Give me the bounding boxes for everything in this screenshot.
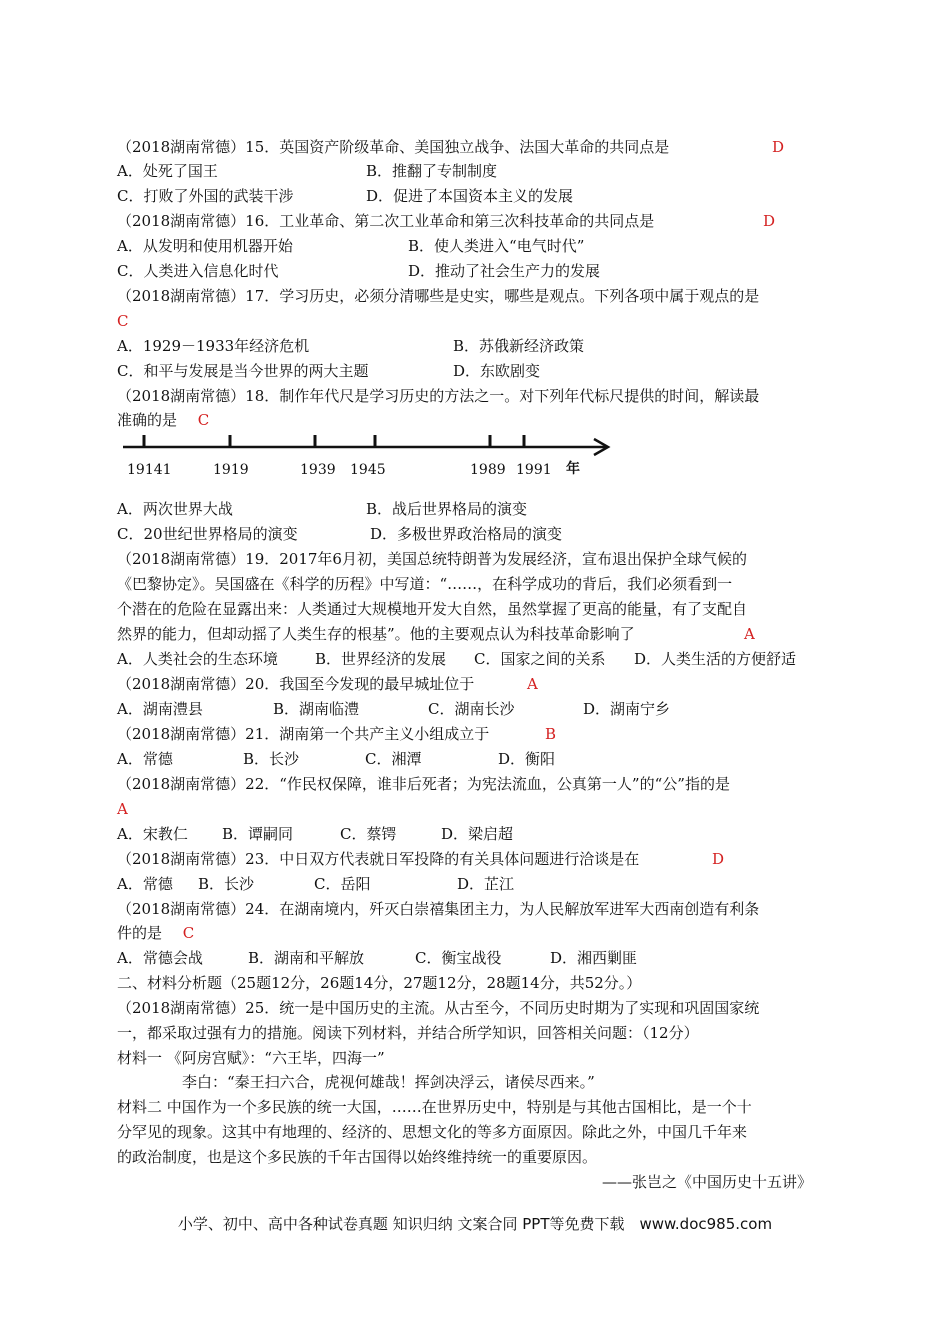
option-b: B．使人类进入“电气时代” [408, 237, 585, 255]
material-2-source: ——张岂之《中国历史十五讲》 [601, 1173, 812, 1191]
option-c: C．20世纪世界格局的演变 [117, 525, 298, 543]
question-stem-text: （2018湖南常德）16．工业革命、第二次工业革命和第三次科技革命的共同点是 [117, 212, 655, 230]
option-d: D．东欧剧变 [453, 362, 541, 380]
option-b: B．推翻了专制制度 [366, 162, 498, 180]
question-stem-text: （2018湖南常德）21．湖南第一个共产主义小组成立于 [117, 725, 490, 743]
question-16-stem [117, 211, 654, 231]
option-c: C．人类进入信息化时代 [117, 262, 279, 280]
option-b: B．世界经济的发展 [315, 650, 447, 668]
section-2-heading: 二、材料分析题（25题12分，26题14分，27题12分，28题14分，共52分。） [117, 974, 642, 992]
question-22-stem [117, 774, 730, 794]
option-d: D．多极世界政治格局的演变 [370, 525, 563, 543]
option-b: B．苏俄新经济政策 [453, 337, 585, 355]
option-a: A．宋教仁 [117, 825, 188, 843]
question-25-stem-line-1: （2018湖南常德）25．统一是中国历史的主流。从古至今，不同历史时期为了实现和巩固国家统 [117, 999, 760, 1017]
timeline-ruler [118, 432, 618, 458]
question-21-stem [117, 724, 489, 744]
option-a: A．两次世界大战 [117, 500, 233, 518]
option-a: A．人类社会的生态环境 [117, 650, 278, 668]
question-21-answer: B [545, 725, 557, 743]
question-stem-text: 件的是 [117, 924, 163, 942]
question-19-stem-line-2: 《巴黎协定》。吴国盛在《科学的历程》中写道：“……，在科学成功的背后，我们必须看到一 [117, 575, 733, 593]
timeline-label: 1945 [350, 462, 386, 478]
timeline-label: 1939 [300, 462, 336, 478]
option-b: B．长沙 [198, 875, 255, 893]
option-c: C．打败了外国的武装干涉 [117, 187, 294, 205]
question-19-answer: A [744, 625, 755, 643]
timeline-label: 1919 [213, 462, 249, 478]
timeline-label: 1989 [470, 462, 506, 478]
option-a: A．从发明和使用机器开始 [117, 237, 293, 255]
question-16-answer: D [763, 212, 776, 230]
question-17-answer: C [117, 312, 129, 330]
question-stem-text: （2018湖南常德）23．中日双方代表就日军投降的有关具体问题进行洽谈是在 [117, 850, 640, 868]
option-c: C．湘潭 [365, 750, 422, 768]
question-24-answer: C [182, 924, 195, 942]
material-2-line-1: 材料二 中国作为一个多民族的统一大国，……在世界历史中，特别是与其他古国相比，是一个十 [117, 1098, 752, 1116]
question-18-answer: C [197, 411, 210, 429]
question-19-stem-line-1: （2018湖南常德）19．2017年6月初，美国总统特朗普为发展经济，宣布退出保护全球气候的 [117, 550, 747, 568]
option-d: D．湘西剿匪 [550, 949, 638, 967]
option-d: D．推动了社会生产力的发展 [408, 262, 601, 280]
question-25-stem-line-2: 一，都采取过强有力的措施。阅读下列材料，并结合所学知识，回答相关问题：（12分） [117, 1024, 699, 1042]
option-b: B．湖南和平解放 [248, 949, 365, 967]
timeline-label: 1991 [516, 462, 552, 478]
question-24-stem-line-2 [117, 923, 194, 943]
option-d: D．梁启超 [441, 825, 514, 843]
option-c: C．国家之间的关系 [474, 650, 606, 668]
option-b: B．湖南临澧 [273, 700, 360, 718]
option-a: A．处死了国王 [117, 162, 218, 180]
option-a: A．常德 [117, 750, 173, 768]
question-22-answer: A [117, 800, 128, 818]
timeline-label: 19141 [127, 462, 172, 478]
question-20-answer: A [527, 675, 538, 693]
option-a: A．常德 [117, 875, 173, 893]
question-15-stem [117, 137, 669, 157]
timeline-unit: 年 [566, 461, 580, 477]
footer-banner: 小学、初中、高中各种试卷真题 知识归纳 文案合同 PPT等免费下载 www.doc985.com [177, 1215, 773, 1233]
question-24-stem-line-1: （2018湖南常德）24．在湖南境内，歼灭白崇禧集团主力，为人民解放军进军大西南创造有利条 [117, 900, 760, 918]
material-2-line-2: 分罕见的现象。这其中有地理的、经济的、思想文化的等多方面原因。除此之外，中国几千年来 [117, 1123, 748, 1141]
question-19-stem-line-3: 个潜在的危险在显露出来：人类通过大规模地开发大自然，虽然掌握了更高的能量，有了支配自 [117, 600, 748, 618]
option-d: D．促进了本国资本主义的发展 [366, 187, 574, 205]
question-stem-text: 准确的是 [117, 411, 178, 429]
option-a: A．湖南澧县 [117, 700, 203, 718]
question-23-stem [117, 849, 639, 869]
option-b: B．战后世界格局的演变 [366, 500, 528, 518]
option-a: A．常德会战 [117, 949, 203, 967]
question-stem-text: （2018湖南常德）20．我国至今发现的最早城址位于 [117, 675, 475, 693]
option-c: C．蔡锷 [340, 825, 397, 843]
question-19-stem-line-4: 然界的能力，但却动摇了人类生存的根基”。他的主要观点认为科技革命影响了 [117, 625, 635, 643]
option-d: D．芷江 [457, 875, 515, 893]
question-stem-text: （2018湖南常德）15．英国资产阶级革命、美国独立战争、法国大革命的共同点是 [117, 138, 670, 156]
question-18-stem-line-1: （2018湖南常德）18．制作年代尺是学习历史的方法之一。对下列年代标尺提供的时间，解读最 [117, 387, 760, 405]
question-15-answer: D [772, 138, 785, 156]
option-c: C．衡宝战役 [415, 949, 502, 967]
option-c: C．岳阳 [314, 875, 371, 893]
option-c: C．和平与发展是当今世界的两大主题 [117, 362, 369, 380]
question-17-stem [117, 286, 759, 306]
material-1-line-1: 材料一 《阿房宫赋》：“六王毕，四海一” [117, 1049, 385, 1067]
option-d: D．衡阳 [498, 750, 556, 768]
material-1-line-2: 李白：“秦王扫六合，虎视何雄哉！挥剑决浮云，诸侯尽西来。” [182, 1073, 595, 1091]
question-18-stem-line-2 [117, 410, 209, 430]
question-20-stem [117, 674, 474, 694]
option-b: B．谭嗣同 [222, 825, 294, 843]
option-a: A．1929－1933年经济危机 [117, 337, 310, 355]
option-c: C．湖南长沙 [428, 700, 515, 718]
material-2-line-3: 的政治制度，也是这个多民族的千年古国得以始终维持统一的重要原因。 [117, 1148, 598, 1166]
question-stem-text: （2018湖南常德）17．学习历史，必须分清哪些是史实，哪些是观点。下列各项中属于观点的是 [117, 287, 760, 305]
option-d: D．人类生活的方便舒适 [634, 650, 797, 668]
option-d: D．湖南宁乡 [583, 700, 671, 718]
option-b: B．长沙 [243, 750, 300, 768]
question-stem-text: （2018湖南常德）22．“作民权保障，谁非后死者；为宪法流血，公真第一人”的“公”指的是 [117, 775, 730, 793]
question-23-answer: D [712, 850, 725, 868]
